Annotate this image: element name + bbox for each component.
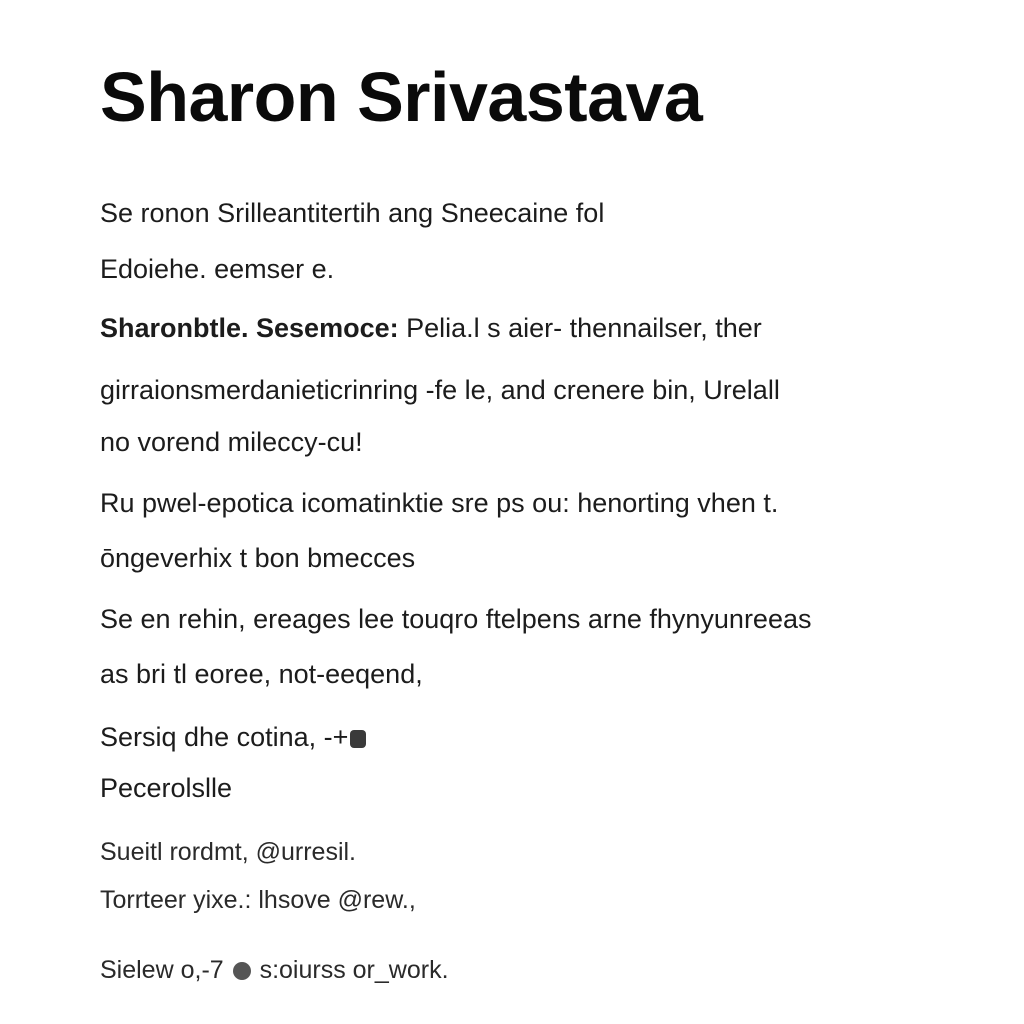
text-span: Sersiq dhe cotina, -+ — [100, 722, 349, 752]
text-line: no vorend mileccy-cu! — [100, 427, 363, 457]
text-line — [100, 958, 449, 983]
text-span: Sielew o,-7 — [100, 956, 224, 984]
text-line: girraionsmerdanieticrinring -fe le, and crenere bin, Urelall — [100, 375, 780, 405]
text-span: Pelia.l s aier- thennailser, ther — [398, 313, 762, 343]
inline-circle-icon — [233, 962, 251, 980]
text-line — [100, 724, 368, 751]
text-line: Ru pwel-epotica icomatinktie sre ps ou: henorting vhen t. — [100, 488, 779, 518]
text-line: as bri tl eoree, not-eeqend, — [100, 659, 423, 689]
text-line: Pecerolslle — [100, 773, 233, 803]
text-line: Edoiehe. eemser e. — [100, 254, 335, 284]
text-line: Se en rehin, ereages lee touqro ftelpens arne fhynyunreeas — [100, 604, 812, 634]
paragraph-lead: Sharonbtle. Sesemoce: — [100, 313, 399, 343]
text-line: Torrteer yixe.: lhsove @rew., — [100, 886, 416, 914]
text-span: s:oiurss or_work. — [259, 956, 449, 984]
document-title: Sharon Srivastava — [100, 58, 703, 136]
text-line: Sueitl rordmt, @urresil. — [100, 838, 356, 866]
text-line — [100, 315, 762, 342]
text-line: Se ronon Srilleantitertih ang Sneecaine fol — [100, 198, 605, 228]
inline-glyph-icon — [350, 730, 366, 748]
text-line: ōngeverhix t bon bmecces — [100, 543, 416, 573]
